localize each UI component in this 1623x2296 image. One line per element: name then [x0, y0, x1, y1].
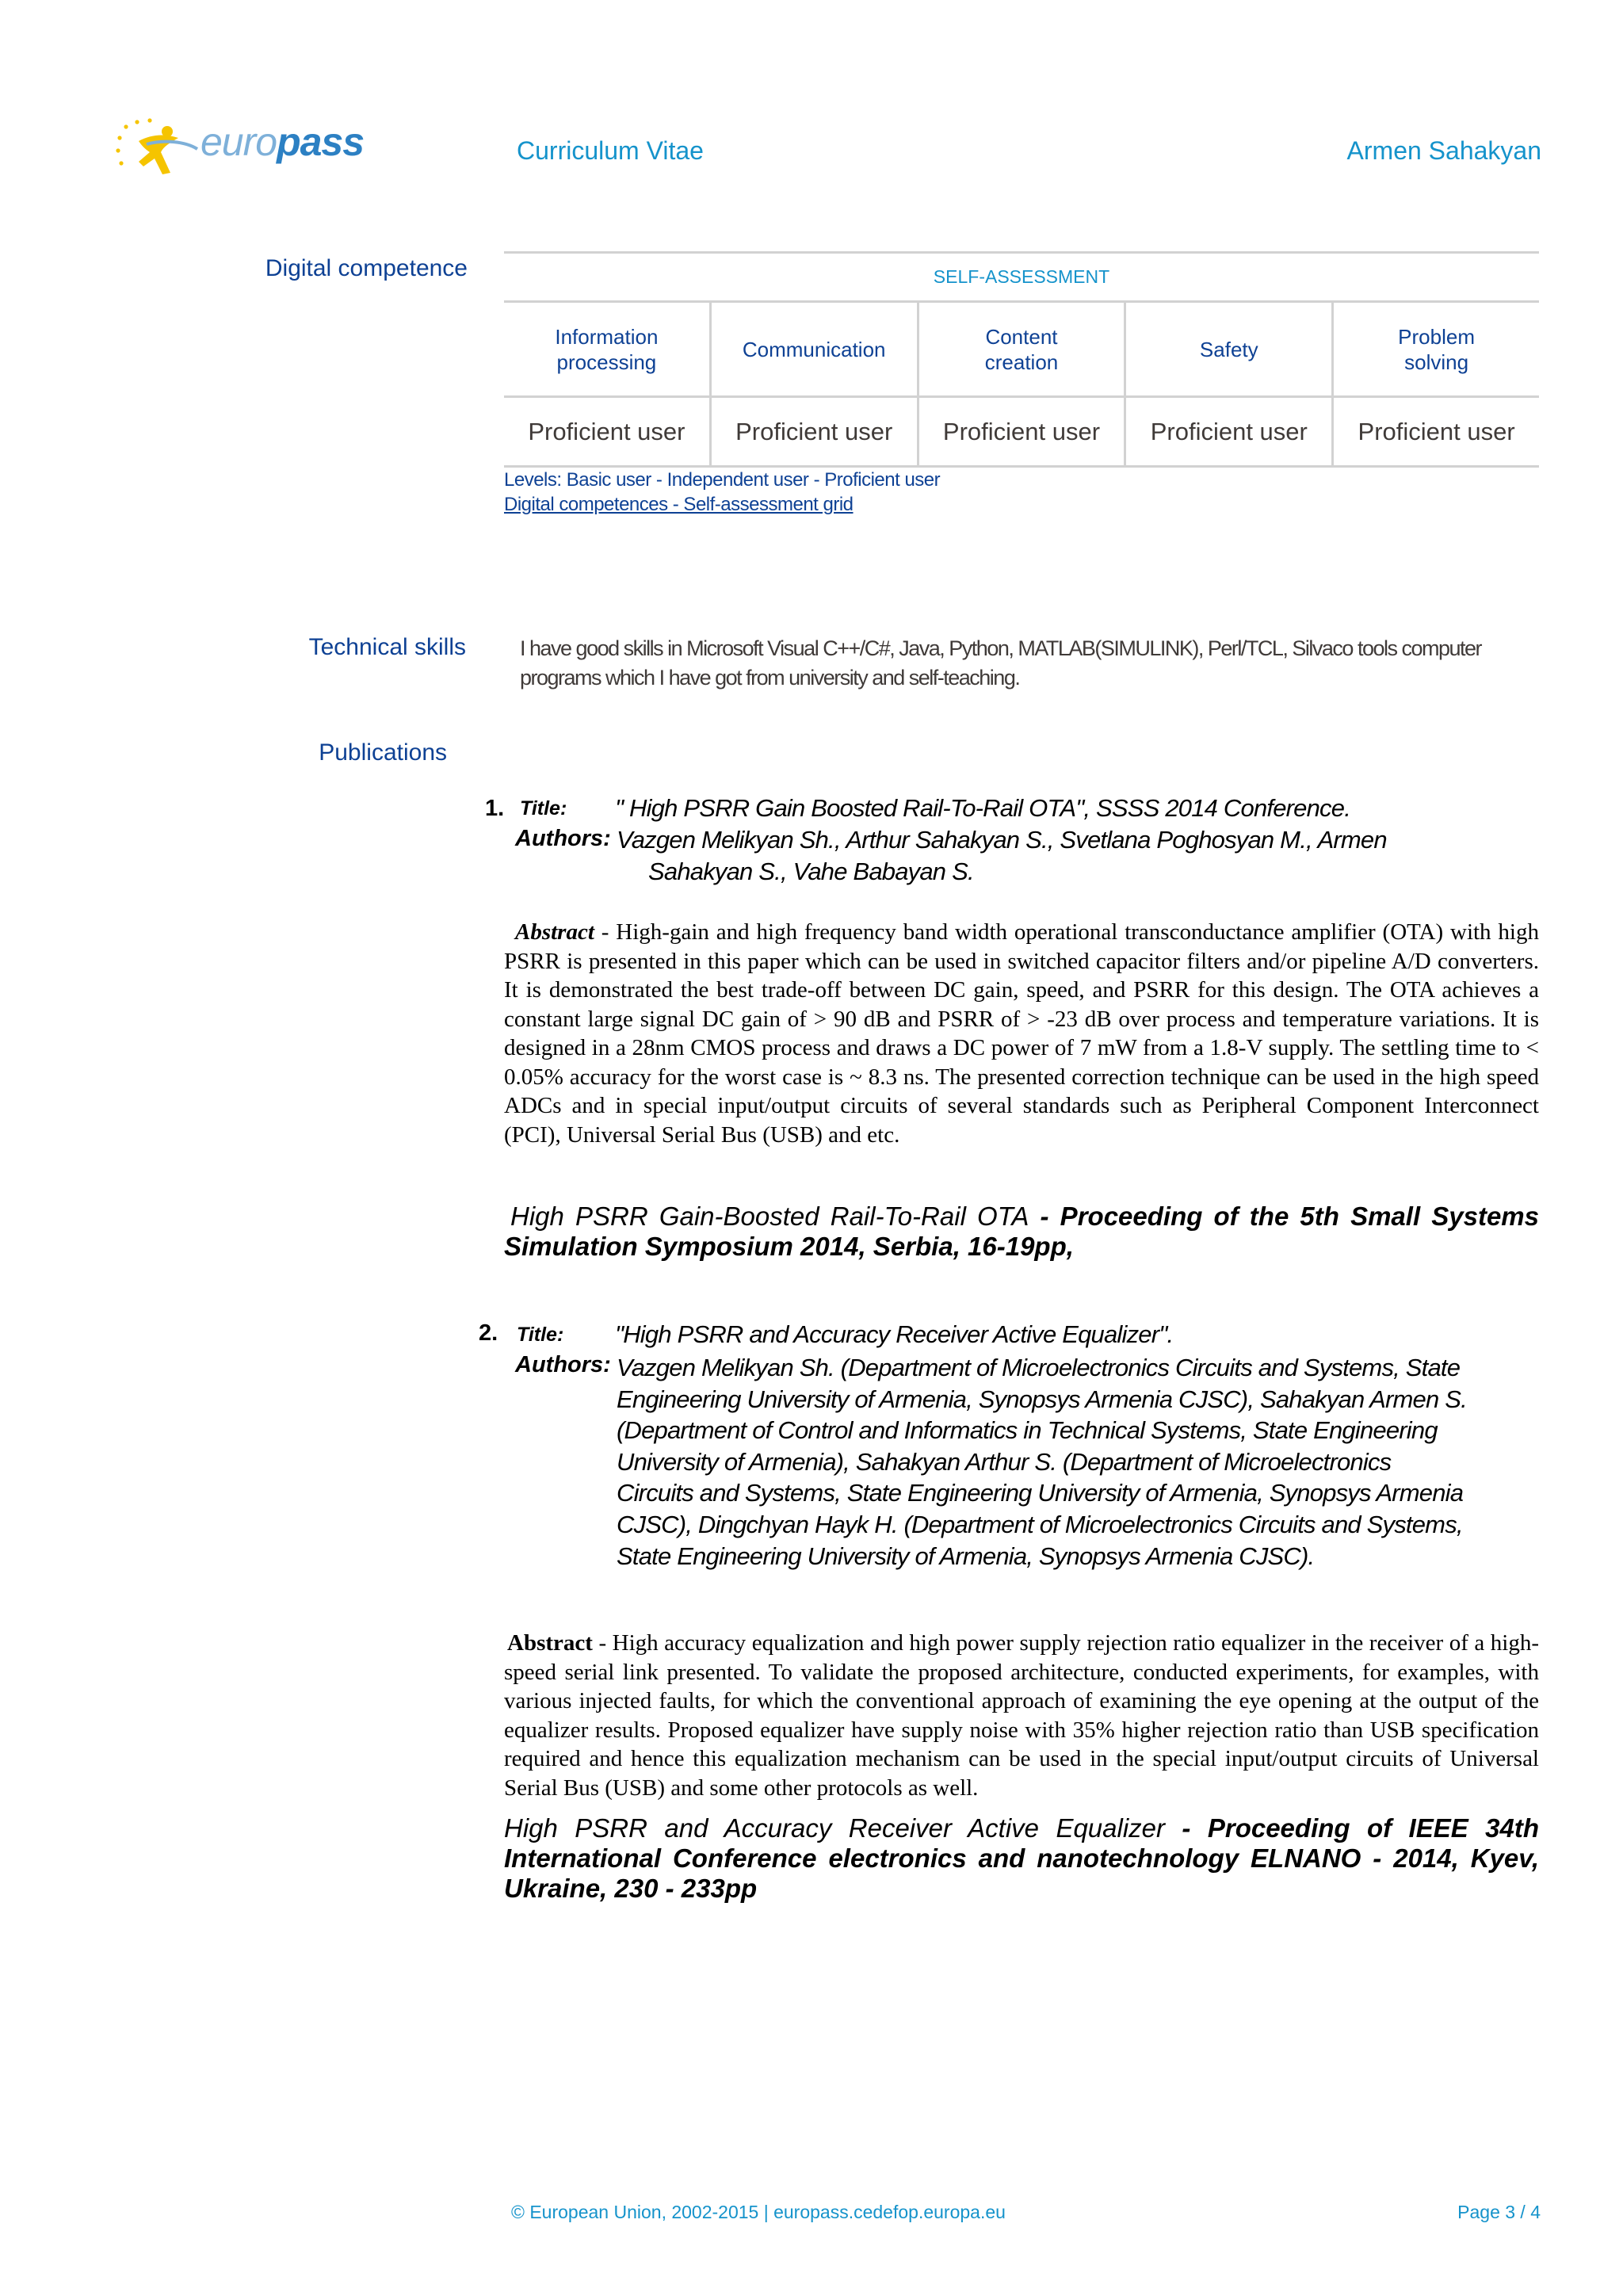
publication-number: 2. [479, 1320, 498, 1346]
grid-bottom-rule [504, 465, 1539, 468]
column-communication: Communication [709, 302, 917, 397]
technical-skills-text: I have good skills in Microsoft Visual C++/C#, Java, Python, MATLAB(SIMULINK), Perl/TCL, Silvaco tools computer programs which I have got from university and self-teaching. [520, 636, 1482, 690]
digital-competence-label: Digital competence [265, 255, 468, 281]
publication-authors: Sahakyan S., Vahe Babayan S. [648, 858, 974, 885]
person-name: Armen Sahakyan [1346, 136, 1541, 165]
publication-title: "High PSRR and Accuracy Receiver Active Equalizer". [615, 1320, 1174, 1348]
authors-label: Authors: [515, 1352, 611, 1377]
abstract-label: Abstract [507, 1630, 593, 1656]
levels-legend: Levels: Basic user - Independent user - Proficient user [504, 469, 941, 491]
technical-skills-label: Technical skills [308, 634, 466, 660]
column-safety: Safety [1124, 302, 1331, 397]
publication-abstract: Abstract - High accuracy equalization and high power supply rejection ratio equalizer in the receiver of a high-speed serial link presented. To validate the proposed architecture, conducted experiments, for examples, with various injected faults, for which the conventional approach of examining the eye opening at the output of the equalizer results. Proposed equalizer have supply noise with 35% higher rejection ratio than USB specification required and hence this equalization mechanism can be used in the special input/output circuits of Universal Serial Bus (USB) and some other protocols as well. [504, 1630, 1539, 1801]
title-label: Title: [517, 1324, 564, 1346]
abstract-label: Abstract [515, 919, 594, 945]
logo-text-bold: pass [277, 120, 365, 164]
column-content-creation: Content creation [917, 302, 1125, 397]
publication-number: 1. [485, 796, 505, 821]
publication-title: " High PSRR Gain Boosted Rail-To-Rail OTA", SSSS 2014 Conference. [615, 794, 1351, 822]
level-cell: Proficient user [1124, 397, 1331, 467]
europass-star-figure-icon [115, 117, 202, 181]
self-assessment-grid-link[interactable]: Digital competences - Self-assessment grid [504, 494, 854, 515]
level-cell: Proficient user [709, 397, 917, 467]
document-title: Curriculum Vitae [517, 136, 704, 165]
publication-abstract: Abstract - High-gain and high frequency band width operational transconductance amplifier (OTA) with high PSRR is presented in this paper which can be used in switched capacitor filters and/or pipeline A/D converters. It is demonstrated the best trade-off between DC gain, speed, and PSRR for this design. The OTA achieves a constant large signal DC gain of > 90 dB and PSRR of > -23 dB over process and temperature variations. It is designed in a 28nm CMOS process and draws a DC power of 7 mW from a 1.8-V supply. The settling time to < 0.05% accuracy for the worst case is ~ 8.3 ns. The presented correction technique can be used in the high speed ADCs and in special input/output circuits of several standards such as Peripheral Component Interconnect (PCI), Universal Serial Bus (USB) and etc. [504, 919, 1539, 1148]
title-label: Title: [520, 797, 567, 819]
publication-citation: High PSRR Gain-Boosted Rail-To-Rail OTA - Proceeding of the 5th Small Systems Simulation Symposium 2014, Serbia, 16-19pp, [504, 1201, 1539, 1261]
authors-label: Authors: [515, 826, 611, 851]
footer-copyright: © European Union, 2002-2015 | europass.cedefop.europa.eu [511, 2202, 1006, 2222]
publication-authors: Vazgen Melikyan Sh. (Department of Microelectronics Circuits and Systems, State Engineering University of Armenia, Synopsys Armenia CJSC), Sahakyan Armen S. (Department of Control and Informatics in Technical Systems, State Engineering University of Armenia), Sahakyan Arthur S. (Department of Microelectronics Circuits and Systems, State Engineering University of Armenia, Synopsys Armenia CJSC), Dingchyan Hayk H. (Department of Microelectronics Circuits and Systems, State Engineering University of Armenia, Synopsys Armenia CJSC). [617, 1354, 1467, 1570]
logo-text-light: euro [200, 120, 277, 164]
column-problem-solving: Problem solving [1331, 302, 1539, 397]
column-information-processing: Information processing [555, 325, 659, 374]
europass-logo [115, 117, 365, 181]
competence-levels-row [504, 397, 1539, 467]
publication-authors: Vazgen Melikyan Sh., Arthur Sahakyan S., Svetlana Poghosyan M., Armen [617, 826, 1387, 854]
competence-headers-row [504, 302, 1539, 397]
publications-label: Publications [319, 739, 447, 766]
publication-citation: High PSRR and Accuracy Receiver Active Equalizer - Proceeding of IEEE 34th International Conference electronics and nanotechnology ELNANO - 2014, Kyev, Ukraine, 230 - 233pp [504, 1813, 1539, 1903]
page-number: Page 3 / 4 [1457, 2202, 1541, 2222]
level-cell: Proficient user [1331, 397, 1539, 467]
level-cell: Proficient user [917, 397, 1125, 467]
level-cell: Proficient user [528, 418, 685, 445]
self-assessment-header: SELF-ASSESSMENT [933, 266, 1110, 287]
